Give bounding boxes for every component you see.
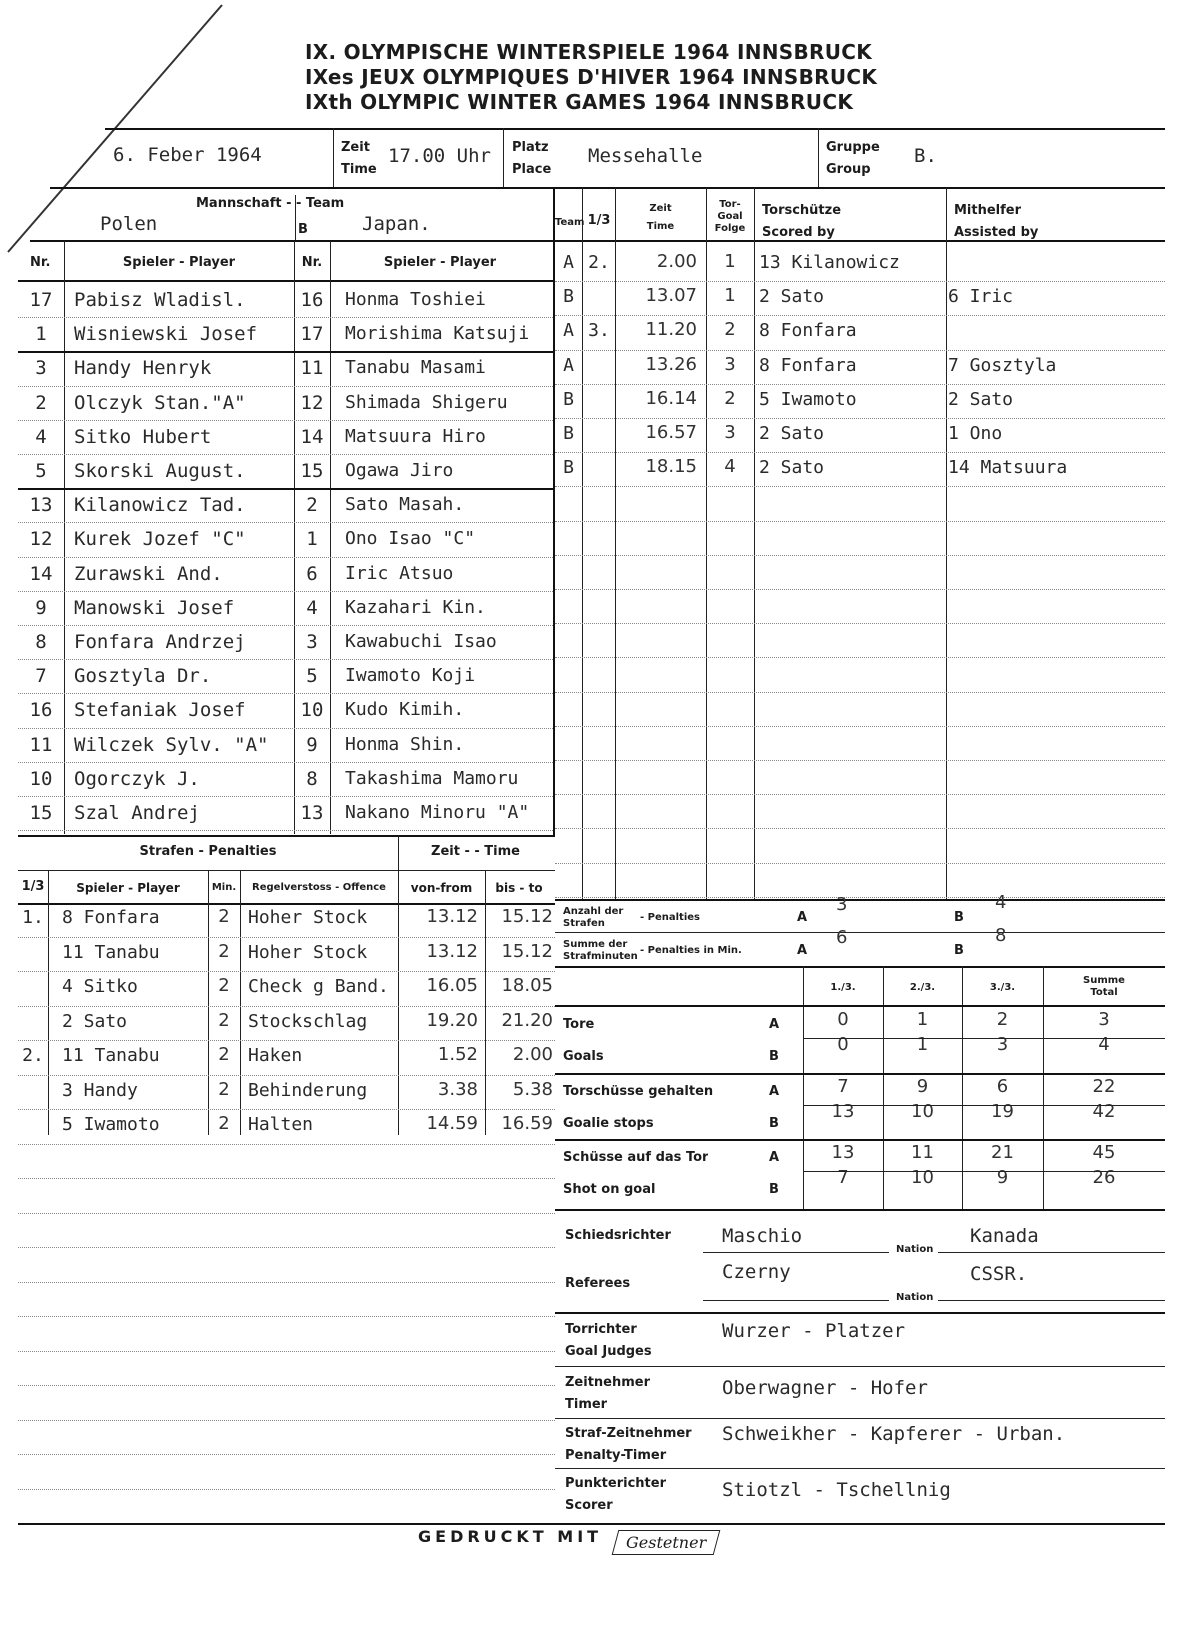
- stats-label-en: Shot on goal: [563, 1182, 656, 1197]
- player-row: [18, 762, 553, 796]
- player-b-number: 15: [300, 460, 324, 482]
- player-a-name: Handy Henryk: [74, 357, 212, 380]
- penalty-third: 2.: [22, 1045, 44, 1066]
- group-label: Gruppe Group: [826, 140, 880, 177]
- penalty-player: 2 Sato: [62, 1010, 128, 1032]
- pen-player-header: Spieler - Player: [76, 881, 180, 895]
- stats-label-de: Tore: [563, 1017, 595, 1032]
- player-a-name: Szal Andrej: [74, 802, 200, 824]
- place-label: Platz Place: [512, 140, 552, 177]
- stats-b-value: 4: [1098, 1034, 1110, 1055]
- player-a-name: Manowski Josef: [74, 596, 235, 619]
- player-b-number: 14: [300, 425, 324, 448]
- penalty-minutes-b-letter: B: [954, 943, 964, 958]
- penalty-row: [18, 1006, 555, 1041]
- penalty-row: [18, 1075, 555, 1110]
- penalty-from: 16.05: [426, 975, 478, 996]
- player-row: [18, 796, 553, 830]
- referee-1-nation-label: Nation: [896, 1244, 934, 1255]
- goal-team: A: [563, 354, 574, 376]
- referee-2-nation: CSSR.: [970, 1263, 1028, 1285]
- penalty-offence: Behinderung: [248, 1079, 368, 1101]
- player-b-number: 13: [300, 802, 324, 824]
- penalty-player: 11 Tanabu: [62, 941, 160, 963]
- penalty-from: 1.52: [437, 1044, 478, 1065]
- stats-a-value: 7: [837, 1076, 849, 1097]
- player-b-name: Honma Toshiei: [345, 289, 486, 310]
- pen-third-header: 1/3: [21, 879, 45, 894]
- goal-time: 11.20: [645, 319, 697, 341]
- stats-b-value: 19: [991, 1101, 1014, 1122]
- title-line-english: IXth OLYMPIC WINTER GAMES 1964 INNSBRUCK: [305, 90, 854, 114]
- team-b-letter: B: [298, 222, 308, 237]
- stats-a-value: 11: [911, 1142, 934, 1163]
- stats-a-value: 9: [916, 1076, 929, 1097]
- player-a-number: 10: [29, 767, 53, 790]
- penalty-third: 1.: [22, 907, 44, 928]
- penalty-minutes-b: 8: [995, 925, 1007, 946]
- player-a-name: Pabisz Wladisl.: [74, 289, 246, 311]
- penalty-to: 2.00: [512, 1044, 553, 1065]
- penalty-timer: Schweikher - Kapferer - Urban.: [722, 1423, 1066, 1445]
- penalty-to: 21.20: [501, 1009, 553, 1031]
- goal-row: [555, 452, 1165, 486]
- match-time: 17.00 Uhr: [388, 145, 491, 167]
- timer: Oberwagner - Hofer: [722, 1377, 928, 1399]
- penalty-player: 8 Fonfara: [62, 907, 160, 928]
- player-b-number: 4: [306, 596, 318, 619]
- time-label: Zeit Time: [341, 140, 377, 177]
- goal-judges: Wurzer - Platzer: [722, 1320, 906, 1342]
- team-b-name: Japan.: [362, 213, 431, 235]
- player-row: [18, 488, 553, 522]
- player-b-name: Sato Masah.: [345, 494, 465, 516]
- penalty-to: 15.12: [501, 906, 553, 927]
- goal-time: 16.14: [645, 387, 697, 409]
- goal-assist: 1 Ono: [948, 423, 1003, 444]
- stats-col-3: 3./3.: [989, 982, 1016, 993]
- stats-a-value: 0: [837, 1009, 849, 1030]
- player-a-name: Zurawski And.: [74, 562, 223, 585]
- goal-row: [555, 350, 1165, 384]
- stats-b-letter: B: [769, 1116, 779, 1131]
- gestetner-logo: Gestetner: [612, 1530, 721, 1555]
- player-b-number: 2: [306, 494, 318, 517]
- player-a-number: 9: [35, 596, 47, 619]
- penalty-to: 15.12: [501, 940, 553, 962]
- player-a-number: 5: [35, 460, 47, 482]
- player-row: [18, 625, 553, 659]
- player-row: [18, 557, 553, 591]
- goal-scorer: 8 Fonfara: [759, 354, 857, 376]
- referee-1-nation: Kanada: [970, 1225, 1039, 1247]
- player-b-name: Kazahari Kin.: [345, 596, 486, 618]
- goal-scorer: 2 Sato: [759, 286, 825, 308]
- goal-third: 2.: [588, 252, 610, 273]
- title-block: [305, 40, 877, 115]
- player-a-number: 17: [29, 289, 53, 311]
- stats-col-total: Summe Total: [1083, 975, 1125, 998]
- player-a-name: Sitko Hubert: [74, 425, 212, 448]
- goal-sequence: 4: [724, 456, 736, 478]
- assist-header: Mithelfer Assisted by: [954, 203, 1039, 240]
- match-group: B.: [914, 145, 937, 167]
- title-line-german: IX. OLYMPISCHE WINTERSPIELE 1964 INNSBRUCK: [305, 40, 873, 64]
- player-a-number: 1: [35, 323, 47, 346]
- penalty-player: 5 Iwamoto: [62, 1114, 160, 1135]
- penalty-row: [18, 971, 555, 1006]
- player-b-number: 6: [306, 562, 318, 585]
- goal-sequence: 1: [724, 285, 736, 307]
- player-b-number: 9: [306, 733, 318, 756]
- footer-printed: GEDRUCKT MIT: [418, 1527, 603, 1546]
- pen-min-header: Min.: [211, 882, 237, 893]
- scorer-header: Torschütze Scored by: [762, 203, 842, 240]
- player-a-number: 12: [29, 528, 53, 551]
- penalty-player: 3 Handy: [62, 1079, 138, 1101]
- player-b-name: Shimada Shigeru: [345, 391, 508, 413]
- player-row: [18, 386, 553, 420]
- penalty-minutes: 2: [218, 906, 230, 927]
- player-b-number: 1: [306, 528, 318, 551]
- stats-a-value: 1: [916, 1009, 929, 1030]
- penalties-time-title: Zeit - - Time: [431, 844, 520, 859]
- penalty-count-a-letter: A: [797, 910, 808, 925]
- player-row: [18, 420, 553, 454]
- goal-team-header: Team: [555, 217, 585, 228]
- goal-assist: 14 Matsuura: [948, 457, 1068, 479]
- player-b-number: 16: [300, 289, 324, 311]
- match-date: 6. Feber 1964: [113, 144, 262, 166]
- player-b-number: 12: [300, 391, 324, 414]
- goal-seq-header: Tor- Goal Folge: [714, 199, 746, 234]
- player-row: [18, 659, 553, 693]
- stats-b-value: 10: [911, 1101, 934, 1122]
- goal-row: [555, 315, 1165, 349]
- goal-time-header: Zeit Time: [646, 203, 675, 232]
- team-label: Mannschaft - - Team: [196, 196, 345, 211]
- player-a-number: 2: [35, 391, 47, 414]
- stats-col-2: 2./3.: [909, 982, 936, 993]
- footer: [418, 1527, 717, 1555]
- player-a-name: Ogorczyk J.: [74, 767, 200, 790]
- player-a-name: Fonfara Andrzej: [74, 631, 246, 653]
- penalty-minutes-label-en: - Penalties in Min.: [640, 945, 742, 956]
- stats-b-value: 7: [837, 1167, 849, 1188]
- stats-a-value: 3: [1098, 1009, 1110, 1030]
- player-a-number: 4: [35, 425, 47, 448]
- player-row: [18, 693, 553, 727]
- goal-sequence: 3: [724, 353, 736, 375]
- player-row: [18, 283, 553, 317]
- referee-2-nation-label: Nation: [896, 1292, 934, 1303]
- stats-b-value: 42: [1092, 1101, 1116, 1122]
- player-b-number: 5: [306, 665, 318, 688]
- referees-label-en: Referees: [565, 1276, 631, 1291]
- stats-b-value: 13: [831, 1101, 855, 1122]
- player-b-name: Ogawa Jiro: [345, 460, 454, 481]
- stats-a-value: 13: [831, 1142, 855, 1163]
- stats-a-letter: A: [769, 1084, 780, 1099]
- player-a-number: 7: [35, 665, 47, 688]
- goal-row: [555, 281, 1165, 315]
- stats-a-letter: A: [769, 1150, 780, 1165]
- player-header-a: Spieler - Player: [122, 255, 236, 270]
- stats-a-letter: A: [769, 1017, 780, 1032]
- goal-scorer: 2 Sato: [759, 457, 825, 479]
- stats-b-letter: B: [769, 1182, 779, 1197]
- penalty-minutes: 2: [218, 975, 230, 996]
- pen-offence-header: Regelverstoss - Offence: [252, 882, 386, 893]
- player-row: [18, 591, 553, 625]
- penalty-row: [18, 1040, 555, 1075]
- goal-team: B: [563, 286, 574, 308]
- goal-assist: 2 Sato: [948, 388, 1014, 410]
- player-a-number: 16: [29, 699, 53, 722]
- goal-time: 13.26: [645, 353, 697, 375]
- player-b-name: Morishima Katsuji: [345, 323, 530, 345]
- penalties-title: Strafen - Penalties: [139, 844, 277, 859]
- stats-label-en: Goalie stops: [563, 1116, 654, 1131]
- team-a-name: Polen: [100, 213, 158, 235]
- penalty-from: 13.12: [426, 940, 478, 962]
- stats-label-de: Schüsse auf das Tor: [563, 1150, 709, 1165]
- goal-scorer: 13 Kilanowicz: [759, 252, 900, 273]
- stats-b-letter: B: [769, 1049, 779, 1064]
- penalty-offence: Check g Band.: [248, 976, 389, 997]
- penalty-offence: Hoher Stock: [248, 907, 368, 928]
- stats-a-value: 6: [996, 1076, 1009, 1097]
- stats-a-value: 2: [996, 1009, 1009, 1030]
- goal-scorer: 5 Iwamoto: [759, 388, 857, 410]
- goal-row: [555, 418, 1165, 452]
- pen-to-header: bis - to: [495, 881, 543, 895]
- stats-a-value: 22: [1092, 1076, 1116, 1097]
- match-place: Messehalle: [588, 145, 703, 167]
- goal-row: [555, 247, 1165, 281]
- penalty-to: 18.05: [501, 975, 553, 996]
- player-b-name: Kudo Kimih.: [345, 699, 465, 721]
- player-a-number: 15: [29, 802, 53, 824]
- stats-b-value: 10: [911, 1167, 934, 1188]
- player-b-number: 17: [300, 323, 324, 346]
- player-a-number: 11: [29, 733, 53, 756]
- player-b-number: 8: [306, 767, 318, 790]
- goal-scorer: 8 Fonfara: [759, 320, 857, 342]
- goal-time: 13.07: [645, 285, 697, 307]
- penalty-row: [18, 937, 555, 972]
- pen-from-header: von-from: [410, 881, 473, 895]
- player-row: [18, 454, 553, 488]
- referees-label-de: Schiedsrichter: [565, 1228, 671, 1243]
- penalty-row: [18, 902, 555, 937]
- player-row: [18, 351, 553, 385]
- player-a-name: Wilczek Sylv. "A": [74, 733, 269, 756]
- scorer-label: Punkterichter Scorer: [565, 1476, 666, 1513]
- stats-a-value: 21: [991, 1142, 1014, 1163]
- player-row: [18, 728, 553, 762]
- stats-b-value: 1: [916, 1034, 929, 1055]
- player-b-name: Kawabuchi Isao: [345, 631, 497, 652]
- player-a-name: Wisniewski Josef: [74, 323, 258, 346]
- referee-1: Maschio: [722, 1225, 803, 1247]
- player-b-number: 11: [300, 357, 324, 380]
- penalty-from: 14.59: [426, 1113, 478, 1134]
- goal-team: B: [563, 423, 574, 444]
- player-b-name: Takashima Mamoru: [345, 767, 519, 789]
- stats-b-value: 26: [1092, 1167, 1116, 1188]
- goal-sequence: 2: [724, 319, 736, 341]
- player-b-name: Tanabu Masami: [345, 357, 486, 379]
- penalty-from: 3.38: [437, 1078, 478, 1100]
- penalty-offence: Halten: [248, 1114, 314, 1135]
- goal-sequence: 2: [724, 387, 736, 409]
- player-b-number: 3: [306, 631, 318, 653]
- penalty-count-label: Anzahl der Strafen: [563, 906, 624, 929]
- timer-label: Zeitnehmer Timer: [565, 1375, 651, 1412]
- nr-header-a: Nr.: [30, 255, 51, 270]
- player-row: [18, 317, 553, 351]
- player-b-name: Ono Isao "C": [345, 528, 476, 550]
- goal-judges-label: Torrichter Goal Judges: [565, 1322, 652, 1359]
- goal-assist: 6 Iric: [948, 286, 1014, 308]
- goal-team: B: [563, 457, 574, 479]
- referee-2: Czerny: [722, 1261, 791, 1283]
- penalty-minutes: 2: [218, 1044, 230, 1065]
- goal-time: 16.57: [645, 422, 697, 443]
- stats-b-value: 9: [996, 1167, 1009, 1188]
- goal-time: 2.00: [656, 251, 697, 272]
- penalty-offence: Haken: [248, 1045, 303, 1066]
- penalty-to: 16.59: [501, 1113, 553, 1134]
- title-line-french: IXes JEUX OLYMPIQUES D'HIVER 1964 INNSBRUCK: [305, 65, 878, 89]
- penalty-minutes: 2: [218, 1113, 230, 1134]
- goal-time: 18.15: [645, 456, 697, 478]
- penalty-count-a: 3: [836, 894, 848, 915]
- penalty-to: 5.38: [512, 1078, 553, 1100]
- stats-label-de: Torschüsse gehalten: [563, 1084, 714, 1099]
- goal-third: 3.: [588, 320, 610, 342]
- player-a-name: Olczyk Stan."A": [74, 391, 246, 414]
- goal-team: A: [563, 320, 574, 342]
- goal-assist: 7 Gosztyla: [948, 354, 1057, 376]
- penalty-player: 4 Sitko: [62, 976, 138, 997]
- penalty-timer-label: Straf-Zeitnehmer Penalty-Timer: [565, 1426, 692, 1463]
- penalty-count-b: 4: [995, 892, 1007, 913]
- stats-label-en: Goals: [563, 1049, 604, 1064]
- penalty-from: 19.20: [426, 1009, 478, 1031]
- player-a-name: Gosztyla Dr.: [74, 665, 212, 688]
- player-b-name: Nakano Minoru "A": [345, 802, 530, 823]
- goal-team: A: [563, 252, 574, 273]
- goal-row: [555, 384, 1165, 418]
- player-a-name: Stefaniak Josef: [74, 699, 246, 722]
- stats-b-value: 0: [837, 1034, 849, 1055]
- stats-a-value: 45: [1092, 1142, 1116, 1163]
- penalty-offence: Hoher Stock: [248, 941, 368, 963]
- player-a-number: 8: [35, 631, 47, 653]
- goal-third-header: 1/3: [587, 213, 611, 228]
- penalty-minutes: 2: [218, 940, 230, 962]
- player-header-b: Spieler - Player: [383, 255, 497, 270]
- stats-b-value: 3: [996, 1034, 1009, 1055]
- nr-header-b: Nr.: [301, 255, 323, 270]
- player-a-number: 14: [29, 562, 53, 585]
- goal-scorer: 2 Sato: [759, 423, 825, 444]
- stats-col-1: 1./3.: [830, 982, 856, 993]
- player-b-name: Iwamoto Koji: [345, 665, 476, 687]
- player-b-name: Honma Shin.: [345, 733, 465, 755]
- penalty-offence: Stockschlag: [248, 1010, 368, 1032]
- goal-sequence: 1: [724, 251, 736, 272]
- penalty-minutes-a-letter: A: [797, 943, 808, 958]
- goal-sequence: 3: [724, 422, 736, 443]
- penalty-row: [18, 1109, 555, 1144]
- player-b-name: Matsuura Hiro: [345, 425, 486, 447]
- penalty-count-b-letter: B: [954, 910, 964, 925]
- player-b-name: Iric Atsuo: [345, 562, 454, 584]
- penalty-minutes: 2: [218, 1078, 230, 1100]
- penalty-from: 13.12: [426, 906, 478, 927]
- goal-team: B: [563, 388, 574, 410]
- player-b-number: 10: [300, 699, 324, 722]
- player-a-name: Kurek Jozef "C": [74, 528, 246, 551]
- player-a-name: Kilanowicz Tad.: [74, 494, 246, 517]
- penalty-minutes-label: Summe der Strafminuten: [563, 939, 638, 962]
- penalty-minutes: 2: [218, 1009, 230, 1031]
- player-a-name: Skorski August.: [74, 460, 246, 482]
- player-a-number: 13: [29, 494, 53, 517]
- player-a-number: 3: [35, 357, 47, 380]
- penalty-count-label-en: - Penalties: [640, 912, 700, 923]
- penalty-minutes-a: 6: [836, 927, 848, 948]
- penalty-player: 11 Tanabu: [62, 1045, 160, 1066]
- scorer: Stiotzl - Tschellnig: [722, 1479, 951, 1501]
- player-row: [18, 522, 553, 556]
